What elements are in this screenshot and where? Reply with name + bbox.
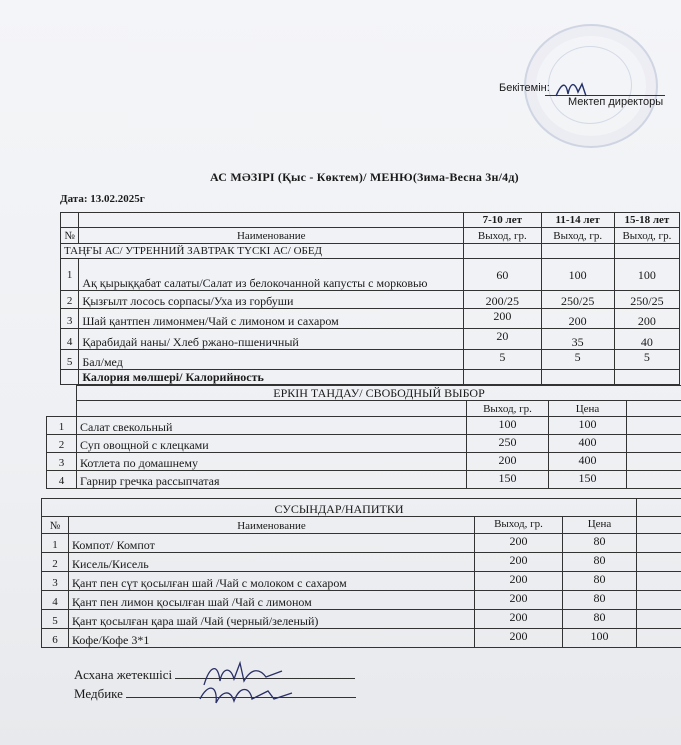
row-num: 4 [47, 471, 77, 489]
row-name: Шай қантпен лимонмен/Чай с лимоном и сахаром [79, 309, 464, 329]
row-price: 400 [549, 453, 627, 471]
row-name: Қызғылт лосось сорпасы/Уха из горбуши [79, 291, 464, 309]
row-name: Гарнир гречка рассыпчатая [77, 471, 467, 489]
row-value-11-14: 35 [541, 329, 614, 350]
row-name: Кисель/Кисель [69, 553, 475, 572]
row-value-7-10: 20 [464, 329, 541, 350]
director-label: Мектеп директоры [568, 96, 664, 108]
free-choice-table [46, 385, 681, 489]
col-output-header-1: Выход, гр. [464, 228, 541, 244]
free-choice-section-label: ЕРКІН ТАНДАУ/ СВОБОДНЫЙ ВЫБОР [77, 386, 681, 401]
row-output: 200 [475, 572, 563, 591]
free-choice-header-row [47, 401, 681, 417]
table-row [42, 553, 681, 572]
row-name: Суп овощной с клецками [77, 435, 467, 453]
row-output: 200 [475, 553, 563, 572]
table-row [47, 435, 681, 453]
menu-title: АС МӘЗІРІ (Қыс - Көктем)/ МЕНЮ(Зима-Весна 3н/4д) [210, 170, 519, 184]
menu-date: Дата: 13.02.2025г [60, 193, 145, 205]
row-value-7-10: 5 [464, 350, 541, 370]
row-num: 5 [61, 350, 79, 370]
age-group-15-18: 15-18 лет [614, 213, 679, 228]
row-price: 80 [563, 553, 637, 572]
row-name: Компот/ Компот [69, 534, 475, 553]
row-num: 3 [42, 572, 69, 591]
row-num: 2 [47, 435, 77, 453]
drinks-section-row [42, 499, 681, 517]
free-choice-section-row [47, 386, 681, 401]
row-name: Кофе/Кофе 3*1 [69, 629, 475, 648]
col-num-header: № [42, 517, 69, 534]
row-output: 200 [467, 453, 549, 471]
row-output: 200 [475, 610, 563, 629]
approve-label: Бекітемін: [499, 82, 550, 94]
table-row [42, 610, 681, 629]
meal-section-row [61, 244, 680, 259]
row-value-15-18: 5 [614, 350, 679, 370]
main-menu-table [60, 212, 680, 385]
row-num: 2 [42, 553, 69, 572]
row-name: Котлета по домашнему [77, 453, 467, 471]
row-price: 80 [563, 572, 637, 591]
row-name: Ақ қырыққабат салаты/Салат из белокочанной капусты с морковью [79, 259, 464, 291]
col-name-header: Наименование [69, 517, 475, 534]
row-num: 6 [42, 629, 69, 648]
row-value-11-14: 5 [541, 350, 614, 370]
table-row [42, 591, 681, 610]
col-output-header: Выход, гр. [475, 517, 563, 534]
table-row [47, 453, 681, 471]
row-output: 150 [467, 471, 549, 489]
row-output: 250 [467, 435, 549, 453]
row-value-15-18: 40 [614, 329, 679, 350]
row-name: Бал/мед [79, 350, 464, 370]
row-num: 1 [42, 534, 69, 553]
calorie-label: Калория мөлшері/ Калорийность [79, 370, 464, 385]
row-output: 100 [467, 417, 549, 435]
table-row [42, 629, 681, 648]
col-output-header-2: Выход, гр. [541, 228, 614, 244]
row-price: 400 [549, 435, 627, 453]
row-num: 4 [61, 329, 79, 350]
col-name-header: Наименование [79, 228, 464, 244]
table-row [61, 329, 680, 350]
row-num: 2 [61, 291, 79, 309]
row-num: 4 [42, 591, 69, 610]
row-price: 150 [549, 471, 627, 489]
row-value-11-14: 250/25 [541, 291, 614, 309]
row-value-11-14: 200 [541, 309, 614, 329]
handwritten-signature [196, 655, 306, 715]
row-output: 200 [475, 591, 563, 610]
row-value-15-18: 250/25 [614, 291, 679, 309]
row-name: Салат свекольный [77, 417, 467, 435]
row-price: 80 [563, 591, 637, 610]
col-price-header: Цена [549, 401, 627, 417]
row-name: Қарабидай наны/ Хлеб ржано-пшеничный [79, 329, 464, 350]
table-row [61, 309, 680, 329]
row-num: 1 [61, 259, 79, 291]
medic-label: Медбике [74, 686, 123, 701]
row-price: 80 [563, 610, 637, 629]
row-value-7-10: 200/25 [464, 291, 541, 309]
calorie-row [61, 370, 680, 385]
col-output-header: Выход, гр. [467, 401, 549, 417]
row-price: 100 [549, 417, 627, 435]
col-output-header-3: Выход, гр. [614, 228, 679, 244]
drinks-table [41, 498, 681, 648]
row-num: 3 [47, 453, 77, 471]
row-value-11-14: 100 [541, 259, 614, 291]
row-num: 5 [42, 610, 69, 629]
row-output: 200 [475, 629, 563, 648]
cook-label: Асхана жетекшісі [74, 667, 173, 682]
row-value-7-10: 200 [464, 309, 541, 329]
table-row [42, 534, 681, 553]
meal-section-label: ТАҢҒЫ АС/ УТРЕННИЙ ЗАВТРАК ТҮСКІ АС/ ОБЕД [61, 244, 464, 259]
row-price: 100 [563, 629, 637, 648]
row-name: Қант пен лимон қосылған шай /Чай с лимоном [69, 591, 475, 610]
table-header-row [61, 228, 680, 244]
age-group-row [61, 213, 680, 228]
row-value-15-18: 200 [614, 309, 679, 329]
drinks-section-label: СУСЫНДАР/НАПИТКИ [42, 499, 637, 517]
table-row [61, 291, 680, 309]
col-num-header: № [61, 228, 79, 244]
drinks-header-row [42, 517, 681, 534]
row-value-7-10: 60 [464, 259, 541, 291]
table-row [61, 259, 680, 291]
table-row [47, 471, 681, 489]
row-num: 3 [61, 309, 79, 329]
col-price-header: Цена [563, 517, 637, 534]
table-row [61, 350, 680, 370]
table-row [47, 417, 681, 435]
table-row [42, 572, 681, 591]
row-output: 200 [475, 534, 563, 553]
row-num: 1 [47, 417, 77, 435]
row-price: 80 [563, 534, 637, 553]
age-group-7-10: 7-10 лет [464, 213, 541, 228]
row-name: Қант қосылған қара шай /Чай (черный/зеленый) [69, 610, 475, 629]
age-group-11-14: 11-14 лет [541, 213, 614, 228]
row-value-15-18: 100 [614, 259, 679, 291]
row-name: Қант пен сүт қосылған шай /Чай с молоком с сахаром [69, 572, 475, 591]
